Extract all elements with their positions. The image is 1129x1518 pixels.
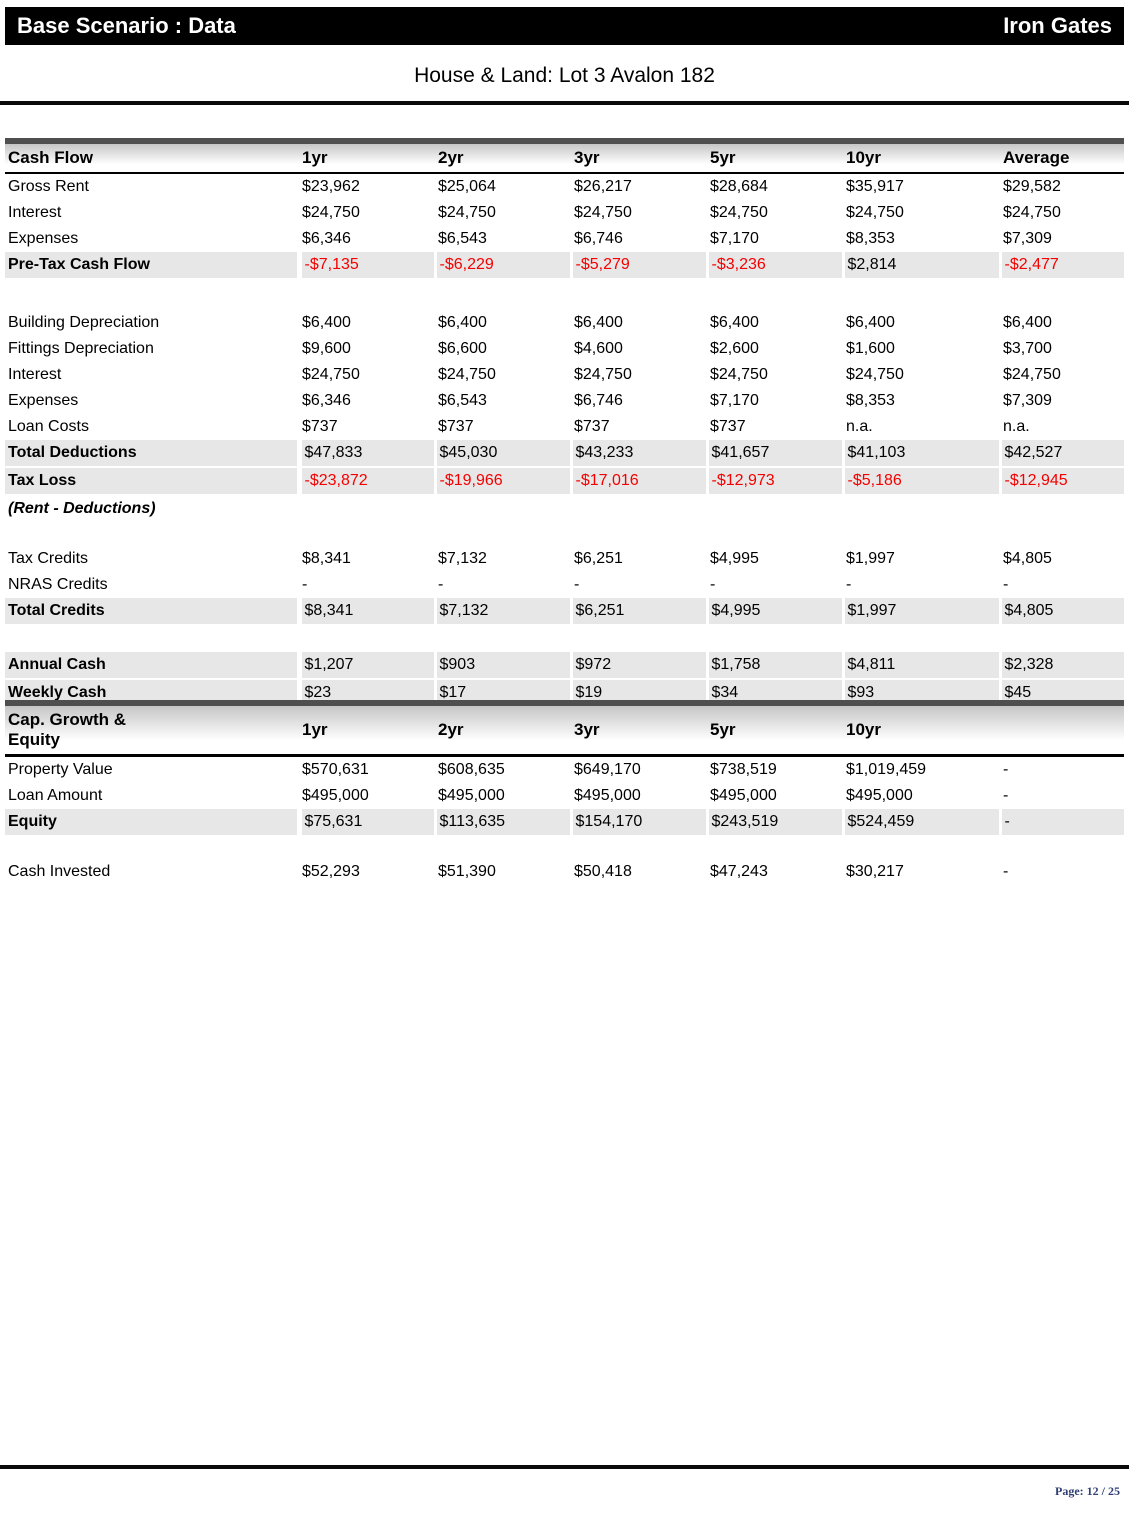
- cell-value: $4,811: [843, 652, 1000, 679]
- cell-value: -$6,229: [435, 252, 571, 279]
- note-row: [5, 495, 1124, 522]
- cell-value: $26,217: [574, 178, 632, 195]
- table-title-line1: Cap. Growth &: [8, 710, 127, 729]
- column-header: 2yr: [435, 141, 571, 173]
- cell-value: $495,000: [710, 787, 777, 805]
- cell-value: $1,997: [843, 598, 1000, 625]
- cell-value: $1,997: [846, 550, 895, 567]
- cell-value: $737: [438, 418, 474, 435]
- report-title: Base Scenario : Data: [17, 13, 236, 38]
- cell-value: $6,400: [710, 314, 759, 331]
- cell-value: $24,750: [438, 366, 496, 383]
- row-label: Interest: [8, 366, 62, 383]
- cell-value: $6,346: [302, 392, 351, 409]
- cell-value: $41,103: [843, 440, 1000, 467]
- cell-value: -$3,236: [707, 252, 843, 279]
- table-row: [5, 336, 1124, 362]
- row-label: Total Deductions: [5, 440, 299, 467]
- cell-value: $19: [571, 679, 707, 707]
- cell-value: $737: [710, 418, 746, 435]
- column-header: 10yr: [843, 141, 1000, 173]
- cell-value: $4,805: [1000, 598, 1124, 625]
- cell-value: $28,684: [710, 178, 768, 195]
- column-header: 3yr: [571, 141, 707, 173]
- row-label: Weekly Cash: [5, 679, 299, 707]
- cell-value: -$23,872: [299, 467, 435, 495]
- cell-value: $42,527: [1000, 440, 1124, 467]
- cell-value: -$2,477: [1000, 252, 1124, 279]
- cell-value: $30,217: [846, 863, 904, 881]
- cell-value: $1,207: [299, 652, 435, 679]
- cell-value: $8,353: [846, 392, 895, 409]
- column-header: [1000, 703, 1124, 756]
- property-subtitle: House & Land: Lot 3 Avalon 182: [414, 64, 715, 87]
- cell-value: -$7,135: [299, 252, 435, 279]
- table-row: [5, 310, 1124, 336]
- cell-value: $649,170: [574, 761, 641, 779]
- column-header: 5yr: [707, 703, 843, 756]
- cell-value: $495,000: [574, 787, 641, 805]
- cash-flow-table: [5, 138, 1124, 708]
- cell-value: $75,631: [299, 809, 435, 836]
- table-title-line2: Equity: [8, 730, 60, 750]
- cell-value: $24,750: [846, 204, 904, 221]
- cell-value: $8,341: [302, 550, 351, 567]
- cell-value: $24,750: [846, 366, 904, 383]
- row-label: Tax Credits: [8, 550, 89, 567]
- cell-value: -$12,945: [1000, 467, 1124, 495]
- cell-value: $52,293: [302, 863, 360, 881]
- column-header: 5yr: [707, 141, 843, 173]
- bottom-divider-rule: [0, 1465, 1129, 1469]
- column-header: Average: [1000, 141, 1124, 173]
- cell-value: $7,170: [710, 392, 759, 409]
- row-label: Interest: [8, 204, 62, 221]
- cell-value: $737: [574, 418, 610, 435]
- spacer-row: [5, 522, 1124, 546]
- row-label: Loan Amount: [8, 787, 103, 805]
- cell-value: $6,543: [438, 392, 487, 409]
- cell-value: $47,243: [710, 863, 768, 881]
- cell-value: $6,746: [574, 230, 623, 247]
- cell-value: -$12,973: [707, 467, 843, 495]
- cell-value: $8,353: [846, 230, 895, 247]
- cell-value: $24,750: [438, 204, 496, 221]
- row-label: Expenses: [8, 230, 79, 247]
- cell-value: $1,600: [846, 340, 895, 357]
- row-label: Total Credits: [5, 598, 299, 625]
- cell-value: $570,631: [302, 761, 369, 779]
- cell-value: $47,833: [299, 440, 435, 467]
- row-label: Equity: [5, 809, 299, 836]
- table-row: [5, 467, 1124, 495]
- cell-value: -: [1000, 809, 1124, 836]
- cell-value: $7,170: [710, 230, 759, 247]
- cell-value: $4,995: [707, 598, 843, 625]
- cell-value: $6,746: [574, 392, 623, 409]
- cell-value: $6,400: [302, 314, 351, 331]
- cell-value: $3,700: [1003, 340, 1052, 357]
- row-label: Expenses: [8, 392, 79, 409]
- cell-value: -: [846, 576, 852, 593]
- column-header: 10yr: [843, 703, 1000, 756]
- cell-value: -$5,279: [571, 252, 707, 279]
- cell-value: $7,132: [435, 598, 571, 625]
- cell-value: $45,030: [435, 440, 571, 467]
- cell-value: $7,132: [438, 550, 487, 567]
- cell-value: $50,418: [574, 863, 632, 881]
- row-label: Tax Loss: [5, 467, 299, 495]
- cell-value: $608,635: [438, 761, 505, 779]
- table-row: [5, 440, 1124, 467]
- table-row: [5, 598, 1124, 625]
- cell-value: n.a.: [846, 418, 873, 435]
- table-title: Cash Flow: [5, 141, 299, 173]
- table-row: [5, 809, 1124, 836]
- column-header: 2yr: [435, 703, 571, 756]
- row-label: Pre-Tax Cash Flow: [5, 252, 299, 279]
- cell-value: -: [438, 576, 444, 593]
- cell-value: $34: [707, 679, 843, 707]
- cell-value: -$19,966: [435, 467, 571, 495]
- cell-value: -: [302, 576, 308, 593]
- report-brand: Iron Gates: [1003, 13, 1112, 38]
- cell-value: $738,519: [710, 761, 777, 779]
- cell-value: $24,750: [710, 204, 768, 221]
- cell-value: $903: [435, 652, 571, 679]
- cell-value: $35,917: [846, 178, 904, 195]
- row-label: Annual Cash: [5, 652, 299, 679]
- cell-value: -: [574, 576, 580, 593]
- table-row: [5, 226, 1124, 252]
- row-label: Loan Costs: [8, 418, 89, 435]
- cash-flow-header-row: [5, 141, 1124, 173]
- cell-value: $43,233: [571, 440, 707, 467]
- cell-value: -: [1003, 787, 1009, 805]
- spacer-row: [5, 279, 1124, 310]
- cell-value: $24,750: [574, 366, 632, 383]
- table-row: [5, 362, 1124, 388]
- row-label: Gross Rent: [8, 178, 89, 195]
- table-row: [5, 572, 1124, 598]
- table-title: [5, 703, 299, 756]
- cell-value: $25,064: [438, 178, 496, 195]
- cell-value: $17: [435, 679, 571, 707]
- cell-value: $4,805: [1003, 550, 1052, 567]
- table-row: [5, 859, 1124, 885]
- table-row: [5, 652, 1124, 679]
- cell-value: $9,600: [302, 340, 351, 357]
- spacer-row: [5, 625, 1124, 652]
- cell-value: $6,400: [846, 314, 895, 331]
- cell-value: $495,000: [302, 787, 369, 805]
- cell-value: $6,543: [438, 230, 487, 247]
- table-row: [5, 388, 1124, 414]
- row-label: Cash Invested: [8, 863, 111, 881]
- cell-value: $113,635: [435, 809, 571, 836]
- cell-value: n.a.: [1003, 418, 1030, 435]
- cell-value: $8,341: [299, 598, 435, 625]
- cell-value: $2,600: [710, 340, 759, 357]
- row-label: NRAS Credits: [8, 576, 108, 593]
- cell-value: $23,962: [302, 178, 360, 195]
- cell-value: $24,750: [302, 366, 360, 383]
- growth-header-row: [5, 703, 1124, 756]
- cell-value: $243,519: [707, 809, 843, 836]
- cell-value: $495,000: [846, 787, 913, 805]
- cell-value: $7,309: [1003, 230, 1052, 247]
- report-header-bar: [5, 7, 1124, 45]
- cell-value: $495,000: [438, 787, 505, 805]
- column-header: 3yr: [571, 703, 707, 756]
- cell-value: $93: [843, 679, 1000, 707]
- cell-value: $972: [571, 652, 707, 679]
- cell-value: $6,251: [571, 598, 707, 625]
- cell-value: $154,170: [571, 809, 707, 836]
- cell-value: $51,390: [438, 863, 496, 881]
- cell-value: $6,400: [438, 314, 487, 331]
- cell-value: $24,750: [1003, 366, 1061, 383]
- column-header: 1yr: [299, 141, 435, 173]
- table-row: [5, 756, 1124, 784]
- cell-value: $6,400: [574, 314, 623, 331]
- cell-value: $2,328: [1000, 652, 1124, 679]
- cell-value: $737: [302, 418, 338, 435]
- cell-value: $4,600: [574, 340, 623, 357]
- cell-value: $6,400: [1003, 314, 1052, 331]
- table-row: [5, 252, 1124, 279]
- cell-value: $24,750: [1003, 204, 1061, 221]
- note-label: (Rent - Deductions): [8, 500, 156, 517]
- cell-value: $23: [299, 679, 435, 707]
- table-row: [5, 200, 1124, 226]
- row-label: Building Depreciation: [8, 314, 160, 331]
- cell-value: $41,657: [707, 440, 843, 467]
- cell-value: $24,750: [302, 204, 360, 221]
- cell-value: $24,750: [710, 366, 768, 383]
- cell-value: -$17,016: [571, 467, 707, 495]
- cell-value: $29,582: [1003, 178, 1061, 195]
- cell-value: $6,600: [438, 340, 487, 357]
- table-row: [5, 783, 1124, 809]
- spacer-row: [5, 836, 1124, 859]
- cell-value: -: [710, 576, 716, 593]
- cell-value: $24,750: [574, 204, 632, 221]
- page-number: Page: 12 / 25: [1055, 1484, 1120, 1498]
- row-label: Property Value: [8, 761, 113, 779]
- column-header: 1yr: [299, 703, 435, 756]
- cell-value: $4,995: [710, 550, 759, 567]
- cell-value: -: [1003, 576, 1009, 593]
- cell-value: $1,758: [707, 652, 843, 679]
- cell-value: $2,814: [843, 252, 1000, 279]
- top-divider-rule: [0, 101, 1129, 105]
- cell-value: $6,346: [302, 230, 351, 247]
- table-row: [5, 414, 1124, 440]
- cell-value: -: [1003, 863, 1009, 881]
- table-row: [5, 173, 1124, 200]
- table-row: [5, 546, 1124, 572]
- row-label: Fittings Depreciation: [8, 340, 154, 357]
- cell-value: $7,309: [1003, 392, 1052, 409]
- cell-value: $45: [1000, 679, 1124, 707]
- cell-value: $524,459: [843, 809, 1000, 836]
- cell-value: $6,251: [574, 550, 623, 567]
- cell-value: -$5,186: [843, 467, 1000, 495]
- cell-value: -: [1003, 761, 1009, 779]
- cell-value: $1,019,459: [846, 761, 927, 779]
- growth-equity-table: [5, 700, 1124, 885]
